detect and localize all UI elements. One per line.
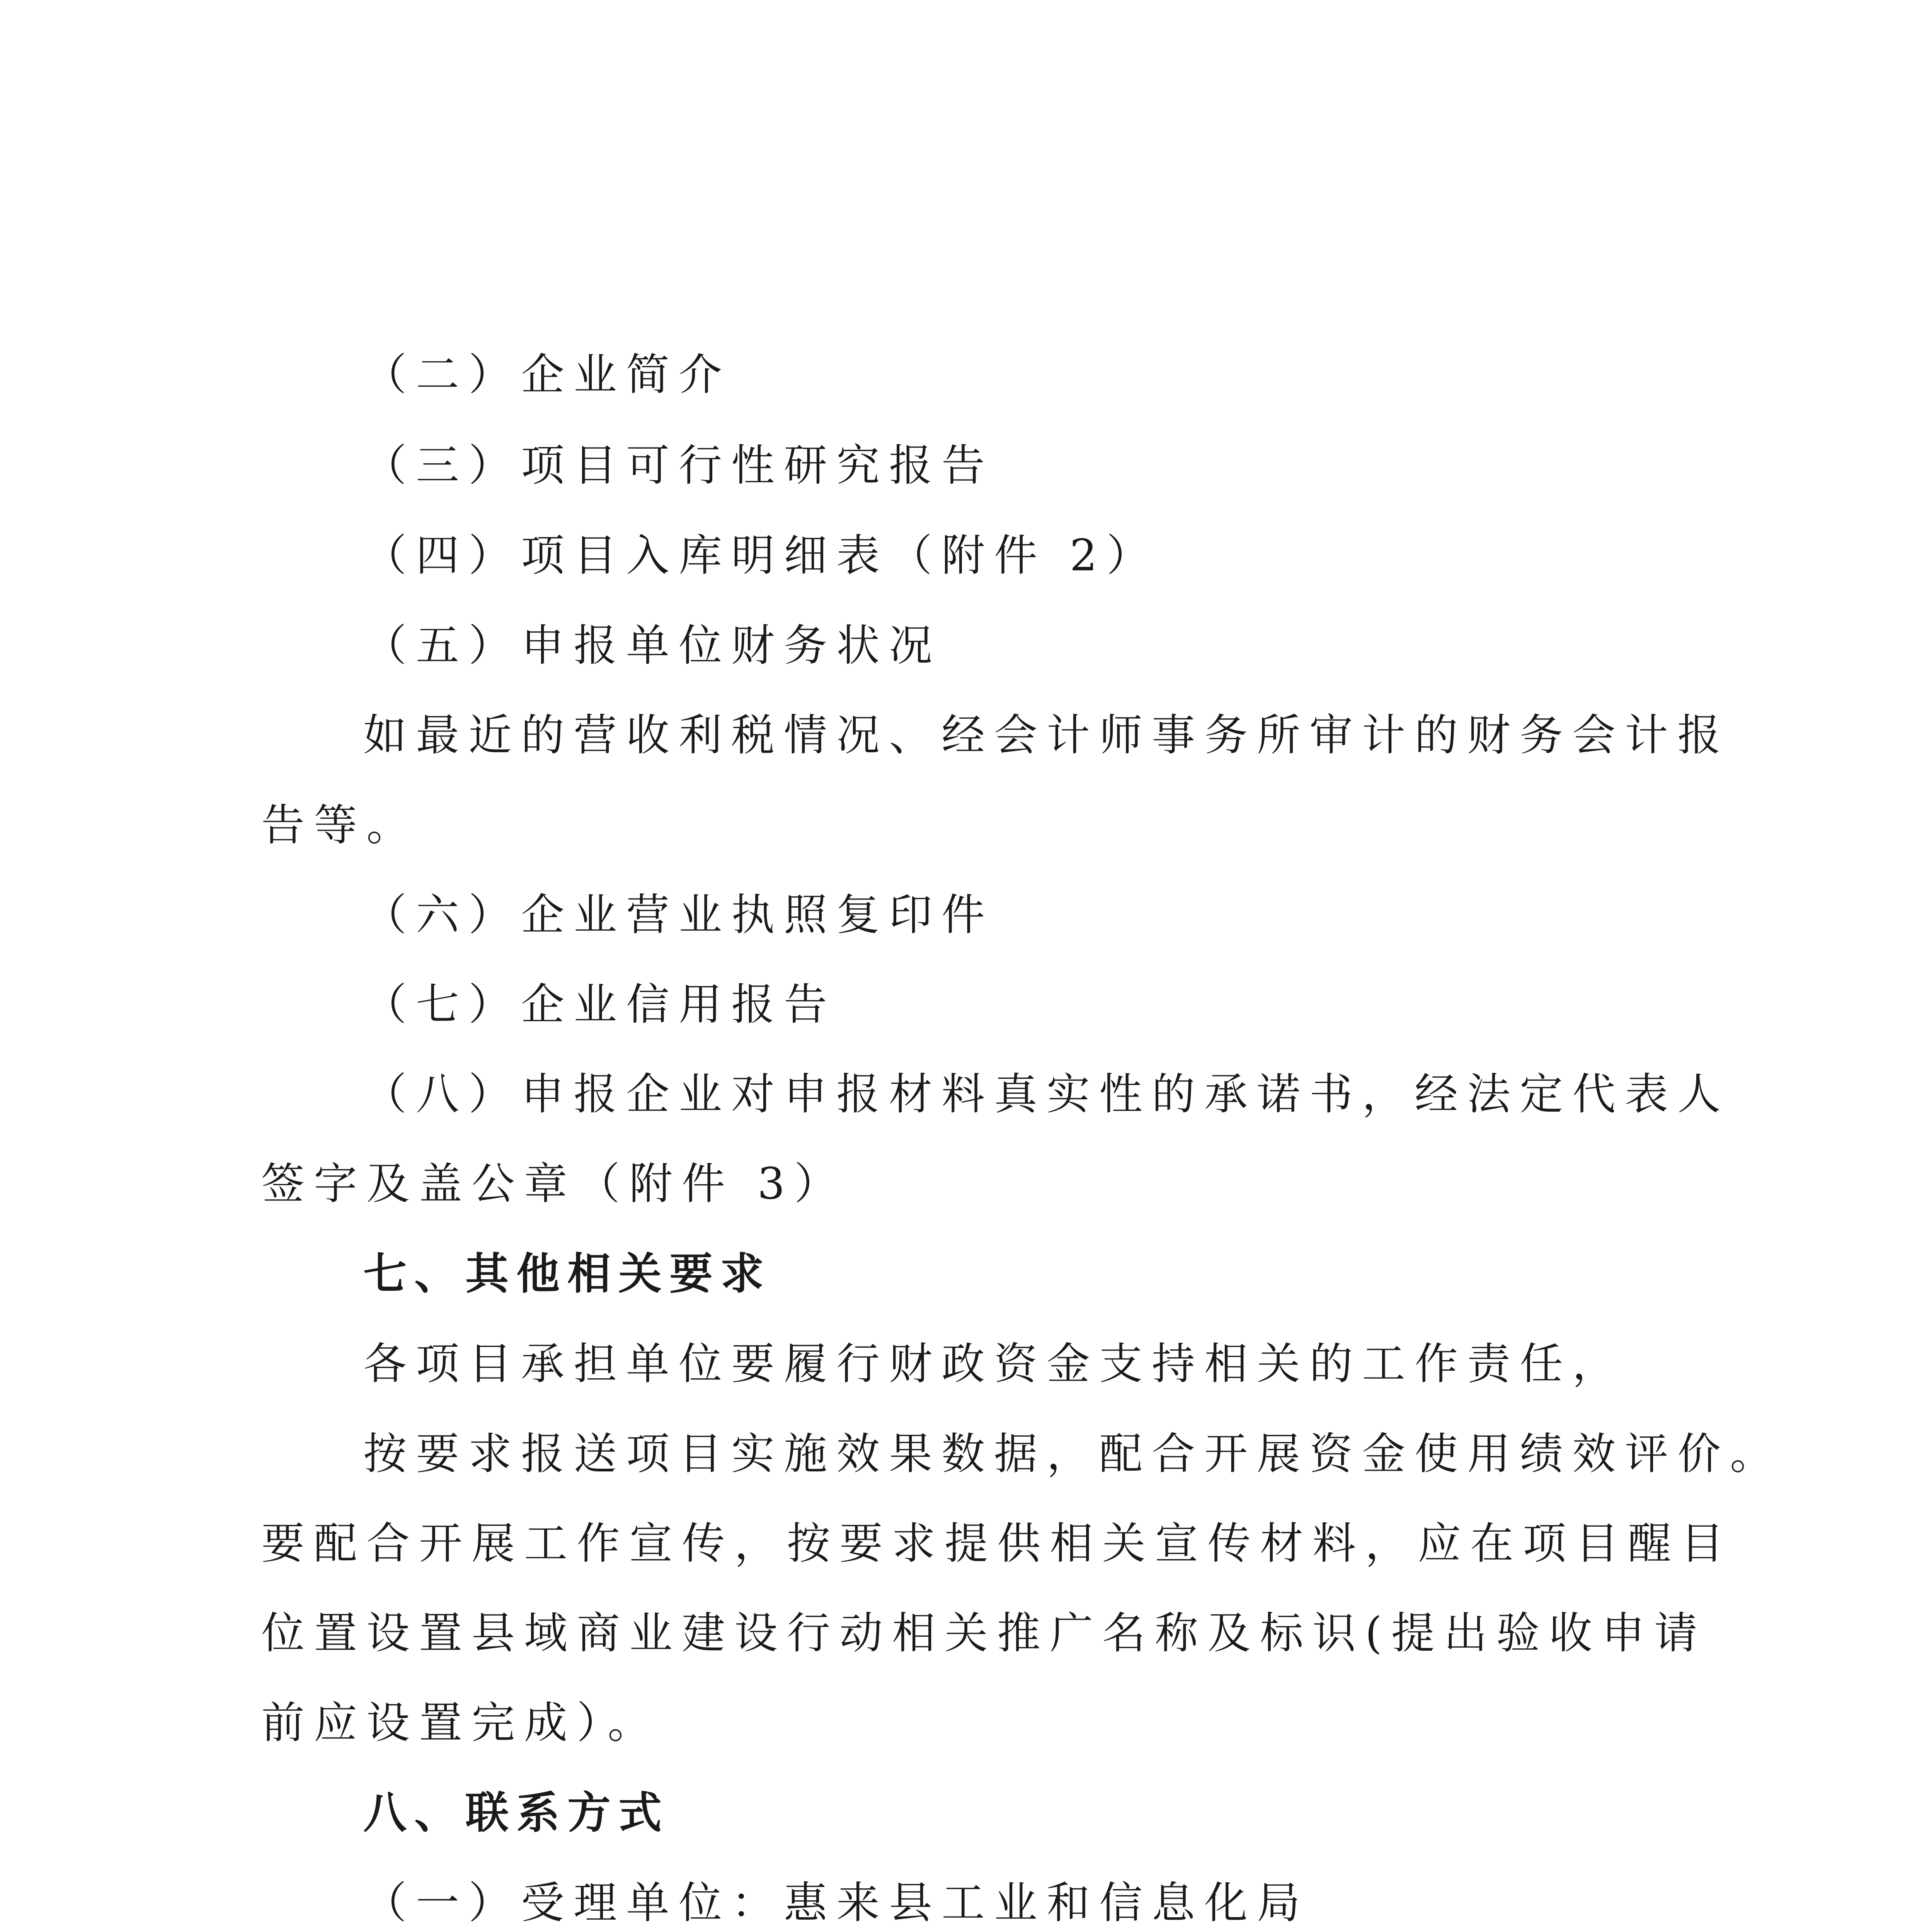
list-item-financial-status: （五）申报单位财务状况 (363, 621, 941, 671)
paragraph-line: 签字及盖公章（附件 3） (261, 1159, 847, 1209)
paragraph-line: 如最近的营收利税情况、经会计师事务所审计的财务会计报 (363, 710, 1730, 760)
list-item-company-profile: （二）企业简介 (363, 350, 731, 400)
list-item-project-details: （四）项目入库明细表（附件 2） (363, 531, 1159, 581)
paragraph-line: 要配合开展工作宣传，按要求提供相关宣传材料，应在项目醒目 (261, 1519, 1733, 1569)
paragraph-line: 告等。 (261, 800, 419, 850)
paragraph-line: 前应设置完成）。 (261, 1698, 660, 1748)
paragraph-line: 按要求报送项目实施效果数据，配合开展资金使用绩效评价。 (363, 1429, 1783, 1479)
contact-unit: （一）受理单位：惠来县工业和信息化局 (363, 1878, 1309, 1928)
list-item-credit-report: （七）企业信用报告 (363, 980, 836, 1030)
list-item-business-license: （六）企业营业执照复印件 (363, 890, 994, 940)
paragraph-line: 位置设置县域商业建设行动相关推广名称及标识(提出验收申请 (261, 1608, 1707, 1658)
list-item-feasibility-report: （三）项目可行性研究报告 (363, 440, 994, 491)
paragraph-line: 各项目承担单位要履行财政资金支持相关的工作责任， (363, 1339, 1625, 1389)
section-heading-contact: 八、联系方式 (363, 1788, 669, 1838)
list-item-commitment-letter: （八）申报企业对申报材料真实性的承诺书，经法定代表人 (363, 1069, 1730, 1119)
section-heading-other-requirements: 七、其他相关要求 (363, 1249, 771, 1299)
